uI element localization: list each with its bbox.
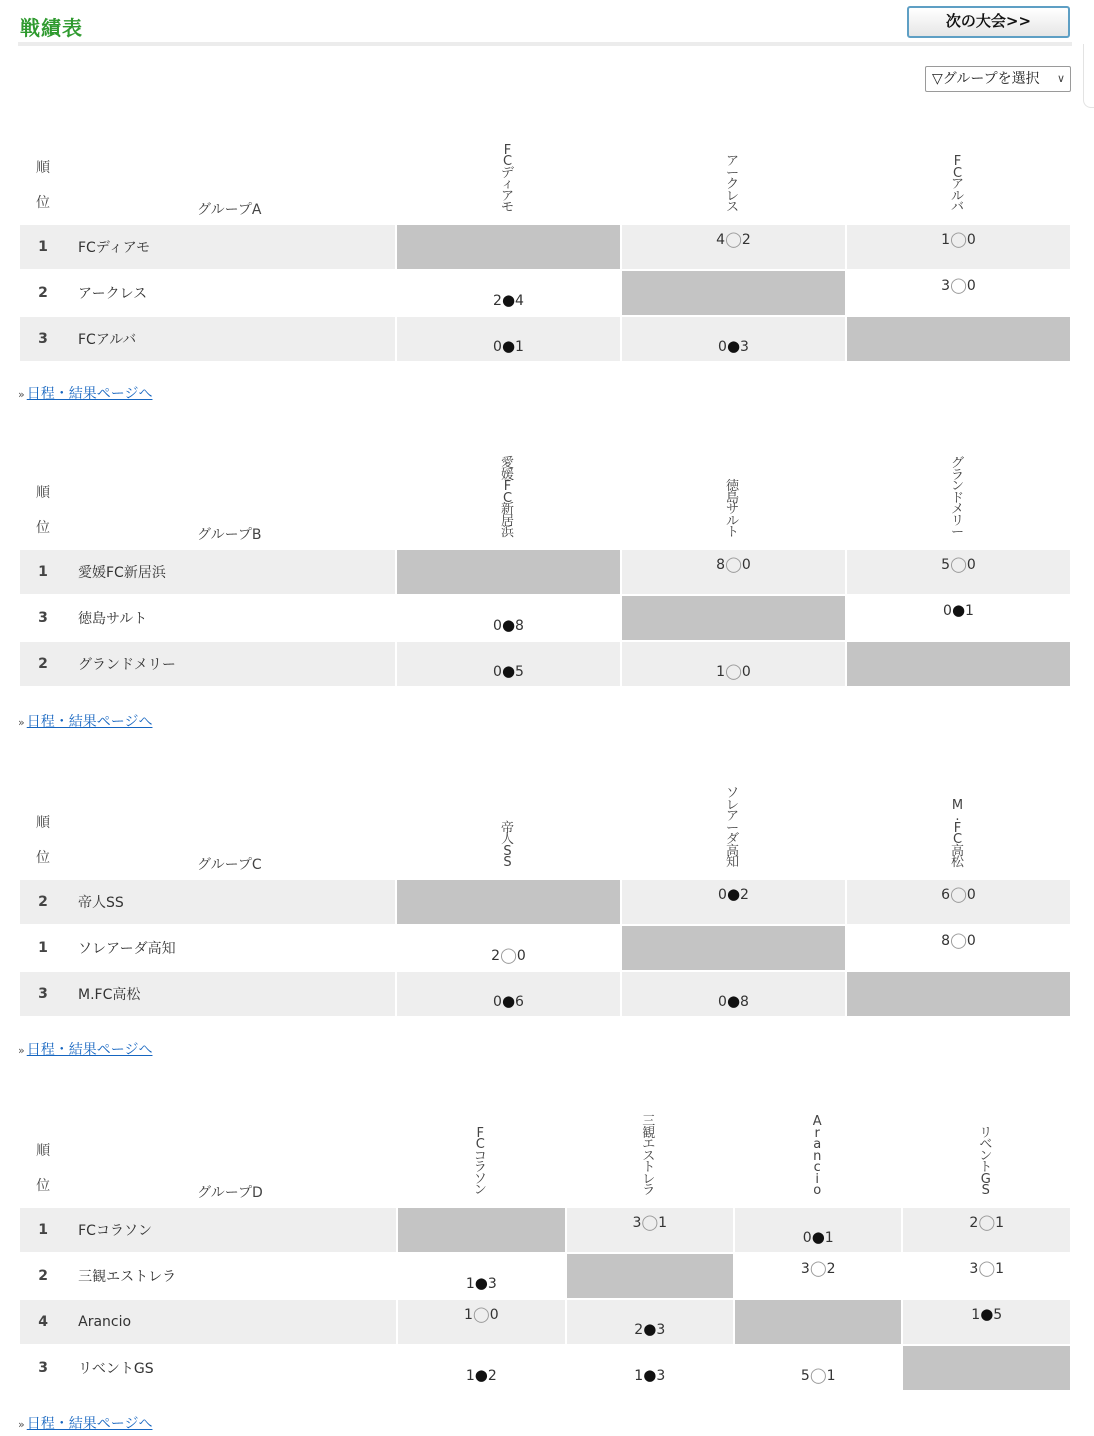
rank-header [20, 1088, 66, 1208]
loss-mark-icon: ● [501, 291, 516, 309]
rank-cell: 2 [20, 642, 66, 688]
rank-cell: 3 [20, 972, 66, 1018]
table-row [20, 271, 1070, 317]
self-match-cell [733, 1300, 901, 1346]
team-name: リベントGS [66, 1346, 396, 1392]
match-score: 1●3 [465, 1274, 497, 1292]
match-score: 1◯0 [463, 1305, 499, 1323]
match-score: 1●2 [465, 1366, 497, 1384]
result-cell [396, 1254, 564, 1300]
result-cell [395, 317, 620, 363]
loss-mark-icon: ● [643, 1320, 657, 1338]
match-score: 6◯0 [941, 885, 976, 903]
table-row [20, 317, 1070, 363]
result-cell [845, 271, 1070, 317]
win-mark-icon: ◯ [472, 1305, 490, 1323]
result-cell [620, 225, 845, 271]
win-mark-icon: ◯ [950, 931, 967, 949]
self-match-cell [395, 225, 620, 271]
match-score: 1◯0 [716, 662, 751, 680]
match-score: 5◯1 [800, 1366, 836, 1384]
result-cell [620, 880, 845, 926]
result-cell [395, 642, 620, 688]
scrollbar-track[interactable] [1083, 44, 1094, 108]
team-name: 帝人SS [66, 880, 395, 926]
loss-mark-icon: ● [501, 992, 516, 1010]
result-cell [395, 926, 620, 972]
opponent-column-header [620, 760, 845, 880]
opponent-name: F C ア ル バ [950, 154, 964, 215]
result-cell [565, 1346, 733, 1392]
team-name: 三観エストレラ [66, 1254, 396, 1300]
team-name: Arancio [66, 1300, 396, 1346]
rank-cell: 4 [20, 1300, 66, 1346]
rank-header-bottom: 位 [36, 850, 50, 866]
win-mark-icon: ◯ [725, 230, 742, 248]
group-standings [20, 1088, 1070, 1392]
double-chevron-icon: » [18, 388, 25, 401]
schedule-results-link[interactable]: 日程・結果ページへ [26, 714, 153, 730]
team-name: FCアルバ [66, 317, 395, 363]
group-standings [20, 760, 1070, 1018]
win-mark-icon: ◯ [725, 555, 742, 573]
self-match-cell [845, 972, 1070, 1018]
opponent-column-header [395, 430, 620, 550]
rank-cell: 3 [20, 596, 66, 642]
match-score: 8◯0 [716, 555, 751, 573]
opponent-name: グ ラ ン ド メ リ ー [950, 456, 964, 540]
rank-cell: 2 [20, 271, 66, 317]
result-cell [396, 1346, 564, 1392]
self-match-cell [395, 550, 620, 596]
win-mark-icon: ◯ [809, 1366, 827, 1384]
opponent-column-header [901, 1088, 1070, 1208]
next-tournament-button[interactable]: 次の大会>> [907, 6, 1070, 38]
table-row [20, 550, 1070, 596]
group-name: グループA [197, 202, 262, 218]
team-name: 愛媛FC新居浜 [66, 550, 395, 596]
match-score: 0●2 [718, 885, 749, 903]
match-score: 1●5 [971, 1305, 1003, 1323]
match-score: 2●4 [493, 291, 524, 309]
result-cell [845, 225, 1070, 271]
win-mark-icon: ◯ [950, 555, 967, 573]
rank-header [20, 120, 66, 225]
match-score: 8◯0 [941, 931, 976, 949]
win-mark-icon: ◯ [950, 885, 967, 903]
table-row [20, 1208, 1070, 1254]
table-row [20, 642, 1070, 688]
double-chevron-icon: » [18, 716, 25, 729]
table-row [20, 596, 1070, 642]
result-cell [845, 880, 1070, 926]
standings-table [20, 760, 1070, 1018]
opponent-name: M . F C 高 松 [950, 797, 964, 870]
result-cell [565, 1208, 733, 1254]
opponent-column-header [395, 760, 620, 880]
result-cell [620, 972, 845, 1018]
opponent-name: 愛 媛 F C 新 居 浜 [500, 456, 514, 540]
loss-mark-icon: ● [501, 662, 516, 680]
match-score: 0●6 [493, 992, 524, 1010]
self-match-cell [845, 642, 1070, 688]
group-name: グループD [197, 1185, 263, 1201]
page-title: 戦績表 [20, 16, 83, 40]
loss-mark-icon: ● [474, 1274, 488, 1292]
result-cell [620, 550, 845, 596]
result-cell [845, 550, 1070, 596]
table-row [20, 880, 1070, 926]
rank-cell: 1 [20, 1208, 66, 1254]
result-cell [733, 1254, 901, 1300]
self-match-cell [620, 926, 845, 972]
schedule-results-link[interactable]: 日程・結果ページへ [26, 386, 153, 402]
rank-cell: 1 [20, 550, 66, 596]
self-match-cell [396, 1208, 564, 1254]
win-mark-icon: ◯ [950, 276, 967, 294]
self-match-cell [845, 317, 1070, 363]
schedule-link-line [18, 711, 152, 731]
group-standings [20, 430, 1070, 688]
result-cell [845, 926, 1070, 972]
match-score: 3◯2 [800, 1259, 836, 1277]
rank-header-top: 順 [36, 815, 50, 831]
standings-table [20, 120, 1070, 363]
standings-table [20, 430, 1070, 688]
schedule-results-link[interactable]: 日程・結果ページへ [26, 1042, 153, 1058]
header-row [20, 120, 1070, 225]
group-name: グループB [197, 527, 262, 543]
loss-mark-icon: ● [643, 1366, 657, 1384]
match-score: 3◯1 [632, 1213, 668, 1231]
loss-mark-icon: ● [501, 616, 516, 634]
team-name: FCコラソン [66, 1208, 396, 1254]
group-standings [20, 120, 1070, 363]
self-match-cell [395, 880, 620, 926]
match-score: 1◯0 [941, 230, 976, 248]
self-match-cell [620, 596, 845, 642]
double-chevron-icon: » [18, 1418, 25, 1431]
opponent-name: 三 観 エ ス ト レ ラ [642, 1114, 656, 1198]
result-cell [396, 1300, 564, 1346]
double-chevron-icon: » [18, 1044, 25, 1057]
win-mark-icon: ◯ [725, 662, 742, 680]
match-score: 0●8 [493, 616, 524, 634]
loss-mark-icon: ● [980, 1305, 994, 1323]
opponent-column-header [395, 120, 620, 225]
match-score: 0●1 [802, 1228, 834, 1246]
rank-header [20, 760, 66, 880]
match-score: 0●1 [493, 337, 524, 355]
rank-header-bottom: 位 [36, 1178, 51, 1194]
chevron-down-icon: ∨ [1056, 72, 1065, 85]
schedule-link-line [18, 1413, 152, 1433]
result-cell [395, 271, 620, 317]
team-name: アークレス [66, 271, 395, 317]
table-row [20, 1254, 1070, 1300]
team-name: グランドメリー [66, 642, 395, 688]
table-row [20, 972, 1070, 1018]
loss-mark-icon: ● [474, 1366, 488, 1384]
match-score: 2◯1 [969, 1213, 1005, 1231]
header-row [20, 430, 1070, 550]
table-row [20, 1300, 1070, 1346]
group-select-dropdown[interactable] [925, 66, 1071, 92]
team-name: ソレアーダ高知 [66, 926, 395, 972]
match-score: 2◯0 [491, 946, 526, 964]
result-cell [901, 1254, 1070, 1300]
result-cell [620, 642, 845, 688]
result-cell [620, 317, 845, 363]
opponent-column-header [845, 430, 1070, 550]
opponent-name: F C コ ラ ソ ン [473, 1125, 487, 1198]
opponent-name: 徳 島 サ ル ト [725, 479, 739, 540]
rank-header-bottom: 位 [36, 520, 50, 536]
match-score: 0●3 [718, 337, 749, 355]
match-score: 3◯1 [969, 1259, 1005, 1277]
match-score: 0●8 [718, 992, 749, 1010]
rank-cell: 2 [20, 1254, 66, 1300]
header-row [20, 760, 1070, 880]
team-name: FCディアモ [66, 225, 395, 271]
opponent-name: F C デ ィ ア モ [500, 142, 514, 215]
page-header [18, 0, 1072, 46]
opponent-column-header [396, 1088, 564, 1208]
win-mark-icon: ◯ [978, 1259, 996, 1277]
rank-cell: 1 [20, 225, 66, 271]
table-row [20, 1346, 1070, 1392]
result-cell [733, 1208, 901, 1254]
schedule-results-link[interactable]: 日程・結果ページへ [26, 1416, 153, 1432]
match-score: 0●1 [943, 601, 974, 619]
win-mark-icon: ◯ [641, 1213, 659, 1231]
self-match-cell [565, 1254, 733, 1300]
win-mark-icon: ◯ [500, 946, 517, 964]
result-cell [565, 1300, 733, 1346]
rank-cell: 1 [20, 926, 66, 972]
opponent-column-header [845, 760, 1070, 880]
schedule-link-line [18, 1039, 152, 1059]
loss-mark-icon: ● [726, 337, 741, 355]
result-cell [901, 1300, 1070, 1346]
schedule-link-line [18, 383, 152, 403]
loss-mark-icon: ● [726, 992, 741, 1010]
rank-header-bottom: 位 [36, 195, 50, 211]
rank-header-top: 順 [36, 160, 50, 176]
rank-cell: 3 [20, 317, 66, 363]
opponent-column-header [733, 1088, 901, 1208]
result-cell [395, 972, 620, 1018]
match-score: 3◯0 [941, 276, 976, 294]
rank-cell: 3 [20, 1346, 66, 1392]
match-score: 0●5 [493, 662, 524, 680]
opponent-column-header [620, 430, 845, 550]
opponent-name: ソ レ ア ー ダ 高 知 [725, 786, 739, 870]
opponent-name: リ ベ ン ト G S [979, 1125, 993, 1198]
table-row [20, 225, 1070, 271]
result-cell [395, 596, 620, 642]
match-score: 2●3 [634, 1320, 666, 1338]
rank-header-top: 順 [36, 485, 50, 501]
rank-header-top: 順 [36, 1143, 51, 1159]
opponent-column-header [565, 1088, 733, 1208]
self-match-cell [620, 271, 845, 317]
result-cell [733, 1346, 901, 1392]
opponent-name: 帝 人 S S [500, 820, 514, 870]
loss-mark-icon: ● [951, 601, 966, 619]
standings-table [20, 1088, 1070, 1392]
result-cell [901, 1208, 1070, 1254]
self-match-cell [901, 1346, 1070, 1392]
match-score: 5◯0 [941, 555, 976, 573]
rank-header [20, 430, 66, 550]
opponent-column-header [845, 120, 1070, 225]
team-name: M.FC高松 [66, 972, 395, 1018]
rank-cell: 2 [20, 880, 66, 926]
team-name: 徳島サルト [66, 596, 395, 642]
loss-mark-icon: ● [501, 337, 516, 355]
opponent-name: ア ー ク レ ス [725, 154, 739, 215]
table-row [20, 926, 1070, 972]
opponent-name: A r a n c i o [812, 1114, 822, 1198]
win-mark-icon: ◯ [978, 1213, 996, 1231]
opponent-column-header [620, 120, 845, 225]
group-select-label: ▽グループを選択 [932, 71, 1040, 87]
loss-mark-icon: ● [811, 1228, 825, 1246]
header-row [20, 1088, 1070, 1208]
match-score: 4◯2 [716, 230, 751, 248]
result-cell [845, 596, 1070, 642]
group-name: グループC [197, 857, 262, 873]
win-mark-icon: ◯ [950, 230, 967, 248]
win-mark-icon: ◯ [809, 1259, 827, 1277]
loss-mark-icon: ● [726, 885, 741, 903]
match-score: 1●3 [634, 1366, 666, 1384]
